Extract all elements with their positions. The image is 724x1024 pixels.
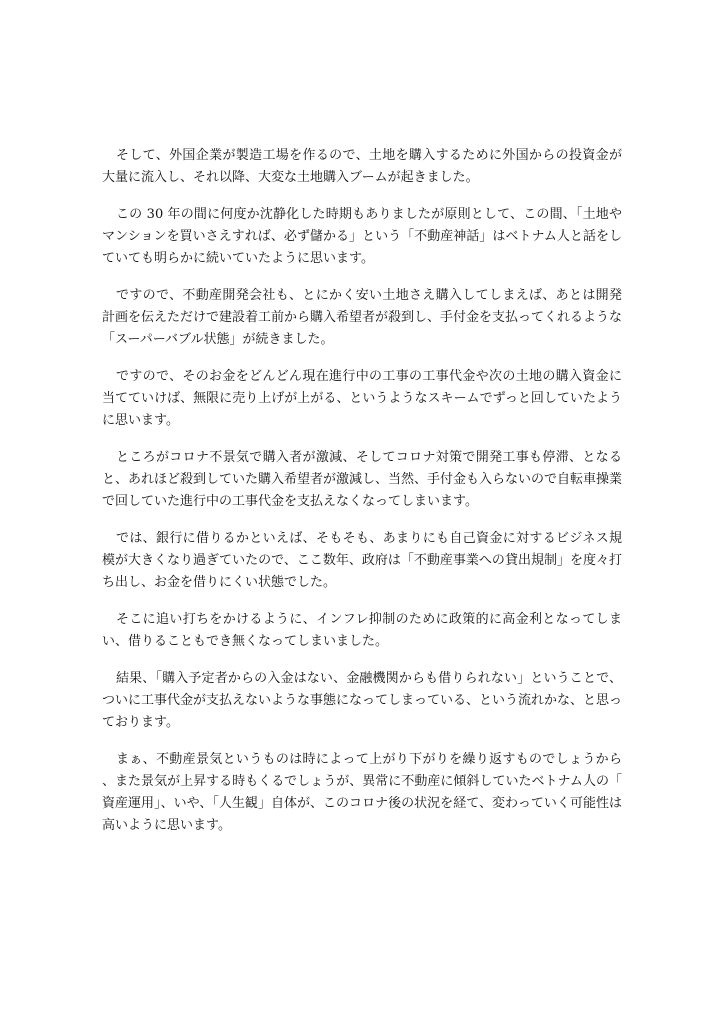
paragraph-3: ですので、不動産開発会社も、とにかく安い土地さえ購入してしまえば、あとは開発計画を伝えただけで建設着工前から購入希望者が殺到し、手付金を支払ってくれるような「スーパーバブル状態」が続きました。	[102, 288, 623, 347]
paragraph-4: ですので、そのお金をどんどん現在進行中の工事の工事代金や次の土地の購入資金に当てていけば、無限に売り上げが上がる、というようなスキームでずっと回していたように思います。	[102, 369, 622, 428]
paragraph-7: そこに追い打ちをかけるように、インフレ抑制のために政策的に高金利となってしまい、借りることもでき無くなってしまいました。	[102, 612, 622, 649]
paragraph-2: この 30 年の間に何度か沈静化した時期もありましたが原則として、この間、「土地やマンションを買いさえすれば、必ず儲かる」という「不動産神話」はベトナム人と話をしていても明らかに続いていたように思います。	[102, 207, 622, 266]
paragraph-8: 結果、「購入予定者からの入金はない、金融機関からも借りられない」ということで、ついに工事代金が支払えないような事態になってしまっている、という流れかな、と思っております。	[102, 671, 623, 730]
document-body	[102, 145, 622, 852]
paragraph-6: では、銀行に借りるかといえば、そもそも、あまりにも自己資金に対するビジネス規模が大きくなり過ぎていたので、ここ数年、政府は「不動産事業への貸出規制」を度々打ち出し、お金を借りにくい状態でした。	[102, 531, 622, 590]
paragraph-5: ところがコロナ不景気で購入者が激減、そしてコロナ対策で開発工事も停滞、となると、あれほど殺到していた購入希望者が激減し、当然、手付金も入らないので自転車操業で回していた進行中の工事代金を支払えなくなってしまいます。	[102, 450, 623, 509]
paragraph-1: そして、外国企業が製造工場を作るので、土地を購入するために外国からの投資金が大量に流入し、それ以降、大変な土地購入ブームが起きました。	[102, 148, 622, 185]
paragraph-9: まぁ、不動産景気というものは時によって上がり下がりを繰り返すものでしょうから、また景気が上昇する時もくるでしょうが、異常に不動産に傾斜していたベトナム人の「資産運用」、いや、「人生観」自体が、このコロナ後の状況を経て、変わっていく可能性は高いように思います。	[102, 752, 622, 833]
